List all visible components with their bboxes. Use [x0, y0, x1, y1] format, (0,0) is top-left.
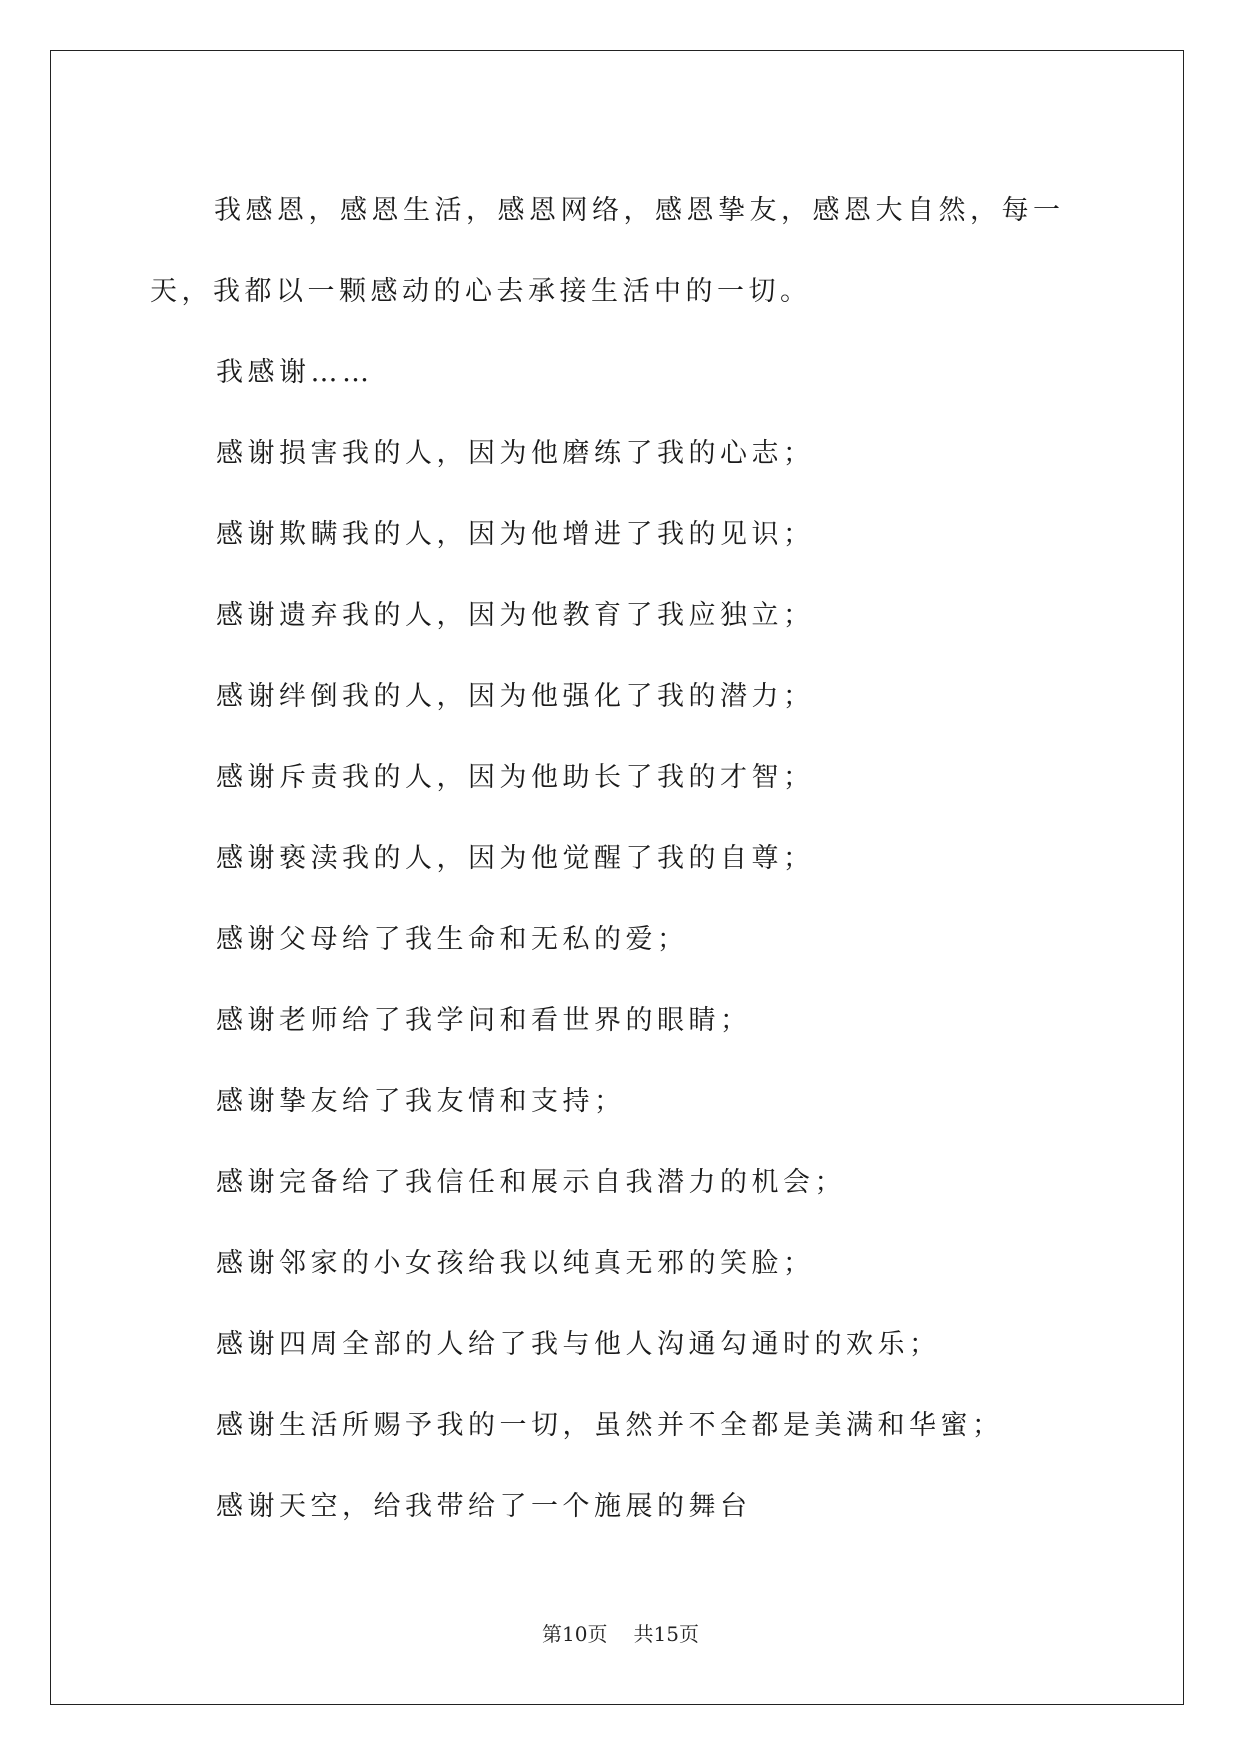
paragraph: 感谢邻家的小女孩给我以纯真无邪的笑脸；: [216, 1248, 815, 1279]
total-pages: 共15页: [633, 1622, 699, 1646]
paragraph: 感谢亵渎我的人，因为他觉醒了我的自尊；: [216, 843, 815, 874]
paragraph: 感谢生活所赐予我的一切，虽然并不全都是美满和华蜜；: [216, 1410, 1004, 1441]
paragraph: 感谢斥责我的人，因为他助长了我的才智；: [216, 762, 815, 793]
paragraph: 感谢老师给了我学问和看世界的眼睛；: [216, 1005, 752, 1036]
paragraph: 感谢损害我的人，因为他磨练了我的心志；: [216, 438, 815, 469]
paragraph: 我感谢……: [216, 357, 374, 388]
document-body: [152, 170, 1112, 1547]
current-page-number: 第10页: [542, 1622, 608, 1646]
paragraph: 我感恩，感恩生活，感恩网络，感恩挚友，感恩大自然，每一天，我都以一颗感动的心去承接生活中的一切。: [150, 195, 1065, 307]
paragraph: 感谢四周全部的人给了我与他人沟通勾通时的欢乐；: [216, 1329, 941, 1360]
paragraph: 感谢遗弃我的人，因为他教育了我应独立；: [216, 600, 815, 631]
paragraph: 感谢绊倒我的人，因为他强化了我的潜力；: [216, 681, 815, 712]
paragraph: 感谢父母给了我生命和无私的爱；: [216, 924, 689, 955]
paragraph: 感谢欺瞒我的人，因为他增进了我的见识；: [216, 519, 815, 550]
paragraph: 感谢天空，给我带给了一个施展的舞台: [216, 1491, 752, 1522]
paragraph: 感谢挚友给了我友情和支持；: [216, 1086, 626, 1117]
page-footer: [0, 1618, 1241, 1647]
paragraph: 感谢完备给了我信任和展示自我潜力的机会；: [216, 1167, 846, 1198]
